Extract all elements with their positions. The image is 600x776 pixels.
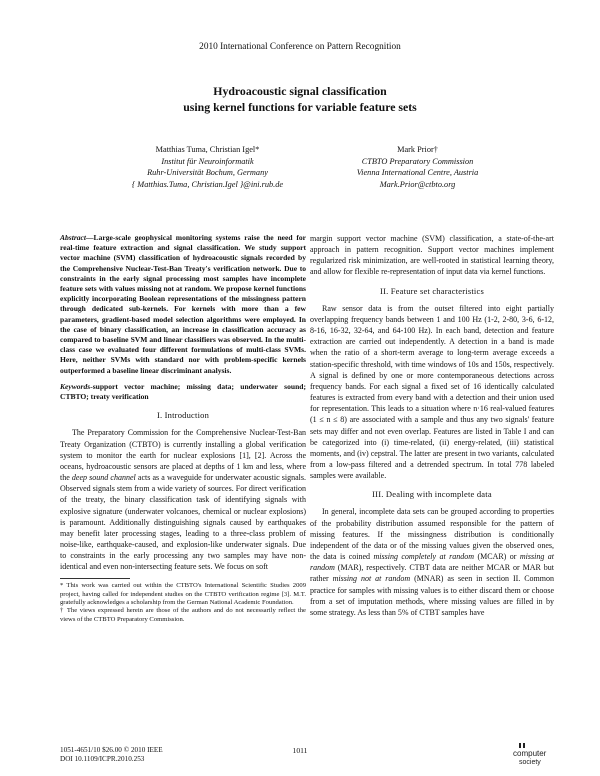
computer-society-logo-icon [497,743,557,767]
logo-text-line2: society [519,759,541,766]
doi-line: DOI 10.1109/ICPR.2010.253 [60,755,145,763]
abstract [60,233,306,376]
incomplete-text-d: (MNAR) as seen in section II. Common practice for samples with missing values is to either discard them or choose from a set of imputation methods, where missing values are filled in by some strategy. As less than 5% of CTBT samples have [310,574,554,617]
conference-header: 2010 International Conference on Pattern Recognition [199,42,401,52]
incomplete-italic-1: missing completely at random [373,552,475,562]
incomplete-text-a: In general, incomplete data sets can be grouped according to properties of the probability distribution assumed responsible for the pattern of missing features. If the missingness distribution is conditionally independent of the data or of the missing values given the observed ones, the data is coined [310,507,554,562]
issn-line: 1051-4651/10 $26.00 © 2010 IEEE [60,746,163,754]
intro-text-b: acts as a waveguide for underwater acoustic signals. Observed signals stem from a wide variety of sources. For direct verification of the treaty, the binary classification task of identifying signals with explosive signature (underwater volcanoes, chemical or nuclear explosions) is paramount. Additionally distinguishing signals caused by earthquakes may benefit later processing stages, leading to a three-class problem of noise-like, earthquake-caused, and explosion-like underwater signals. Due to constraints in the early processing any two samples may have non-identical and even non-intersecting feature sets. We focus on soft [60,473,306,572]
footnote-1: * This work was carried out within the CTBTO's International Scientific Studies 2009 project, having called for independent studies on the CTBTO verification regime [3]. M.T. gratefully acknowledges a scholarship from the German National Academic Foundation. [60,582,306,607]
author-institution: CTBTO Preparatory Commission [361,156,474,166]
author-email: { Matthias.Tuma, Christian.Igel }@ini.rub.de [131,179,284,189]
footnote-2: † The views expressed herein are those of the authors and do not necessarily reflect the views of the CTBTO Preparatory Commission. [60,607,306,623]
author-block-right [330,144,505,190]
incomplete-italic-2: missing at random [310,552,554,573]
keywords-label: Keywords- [60,381,93,391]
keywords-text: support vector machine; missing data; underwater sound; CTBTO; treaty verification [60,381,306,402]
incomplete-data-paragraph [310,506,554,618]
section-heading-introduction: I. Introduction [156,410,210,421]
author-block-left [95,144,320,190]
author-institution: Institut für Neuroinformatik [161,156,254,166]
author-location: Vienna International Centre, Austria [356,168,479,177]
keywords [60,382,306,402]
author-email: Mark.Prior@ctbto.org [379,179,456,189]
page-number: 1011 [292,746,308,755]
author-location: Ruhr-Universität Bochum, Germany [147,168,268,177]
footnote-rule [60,578,130,579]
paper-title [0,83,600,115]
abstract-text: Large-scale geophysical monitoring systems raise the need for real-time feature extraction and signal classification. We study support vector machine (SVM) classification of hydroacoustic signals recorded by the Comprehensive Nuclear-Test-Ban Treaty's verification network. Due to constraints in the early signal processing most samples have incomplete feature sets with values missing not at random. We propose kernel functions explicitly incorporating Boolean representations of the missingness pattern through dedicated sub-kernels. For kernels with more than a few parameters, gradient-based model selection algorithms were employed. In the case of binary classification, an increase in classification accuracy as compared to baseline SVM and linear classifiers was observed. In the multi-class case we evaluated four different formulations of multi-class SVMs. Here, neither SVMs with standard nor with problem-specific kernels outperformed a baseline linear discriminant analysis. [60,233,306,375]
intro-paragraph [60,427,306,572]
incomplete-italic-3: missing not at random [332,574,411,584]
section-heading-feature-set: II. Feature set characteristics [380,285,484,296]
right-column [310,233,554,618]
title-line-1: Hydroacoustic signal classification [213,84,387,98]
abstract-label: Abstract— [60,233,94,242]
left-column [60,233,306,624]
author-names: Mark Prior† [397,145,438,154]
author-names: Matthias Tuma, Christian Igel* [155,145,260,154]
intro-text-a: The Preparatory Commission for the Comprehensive Nuclear-Test-Ban Treaty Organization (CTBTO) is currently installing a global verification system to monitor the earth for nuclear explosions [1], [2]. Across the oceans, hydroacoustic sensors are placed at depths of 1 km and less, where the [60,428,306,483]
intro-paragraph-continued: margin support vector machine (SVM) classification, a state-of-the-art approach in pattern recognition. Support vector machines implement regularized risk minimization, are well-rooted in statistical learning theory, and allow for flexible re-representation of input data via kernel functions. [310,234,554,277]
computer-society-logo [497,743,557,767]
feature-set-paragraph: Raw sensor data is from the outset filtered into eight partially overlapping frequency bands between 1 and 100 Hz (1-2, 2-80, 3-6, 6-12, 8-16, 16-32, 32-64, and 64-100 Hz). In each band, detection and feature extraction are carried out independently. A detection in a band is made when the ratio of a short-term average to long-term average exceeds a station-specific threshold, with time windows of 10s and 150s, respectively. A signal is defined by one or more contemporaneous detections across frequency bands. For each signal a fixed set of 16 identically calculated features is extracted from every band with a detection and their union used for representation. This leads to a situation where n·16 real-valued features (1 ≤ n ≤ 8) are associated with a sample and thus any two signals' feature sets may differ and not even overlap. Features are listed in Table I and can be categorized into (i) time-related, (ii) energy-related, (iii) statistical moments, and (iv) cepstral. The latter are present in two variants, calculated from a low-pass filtered and a detrended spectrum. In total 778 labeled samples were available. [310,303,554,481]
section-heading-incomplete-data: III. Dealing with incomplete data [372,489,492,500]
intro-text-italic: deep sound channel [71,473,136,483]
incomplete-text-b: (MCAR) or [474,552,520,562]
incomplete-text-c: (MAR), respectively. CTBT data are neither MCAR or MAR but rather [310,563,554,584]
logo-text-line1: computer [513,749,547,758]
title-line-2: using kernel functions for variable feature sets [183,100,417,114]
